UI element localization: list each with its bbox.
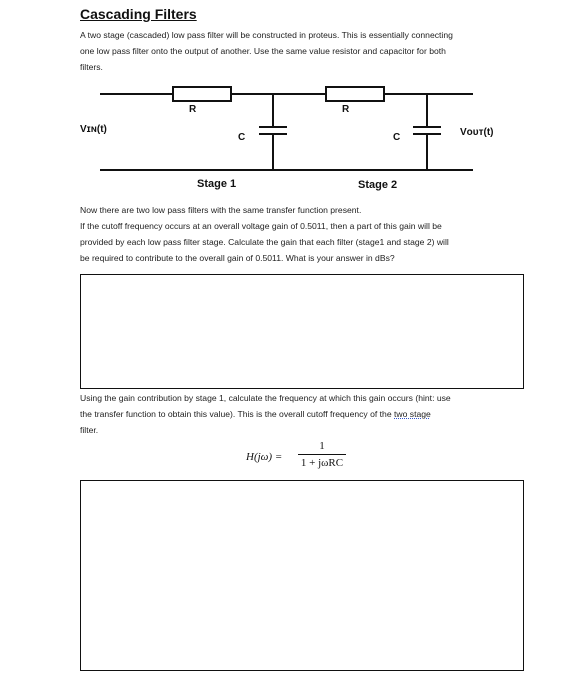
intro-line: A two stage (cascaded) low pass filter will be constructed in proteus. This is essentially connecting <box>80 30 453 40</box>
question-1-line: provided by each low pass filter stage. Calculate the gain that each filter (stage1 and stage 2) will <box>80 237 449 247</box>
capacitor-2-label: C <box>393 132 401 143</box>
circuit-diagram <box>0 0 582 200</box>
formula-fraction <box>298 440 346 469</box>
question-1-line: Now there are two low pass filters with the same transfer function present. <box>80 205 362 215</box>
answer-box-2[interactable] <box>80 480 524 671</box>
resistor-2-label: R <box>342 104 350 115</box>
formula-numerator: 1 <box>319 440 325 452</box>
question-2-line <box>80 406 520 422</box>
resistor-1-label: R <box>189 104 197 115</box>
vout-label: Vᴏᴜᴛ(t) <box>460 127 494 138</box>
fraction-bar <box>298 454 346 455</box>
question-2-text: the transfer function to obtain this value). This is the overall cutoff frequency of the <box>80 409 395 419</box>
stage-1-label: Stage 1 <box>197 178 237 190</box>
stage-2-label: Stage 2 <box>358 179 398 191</box>
question-2 <box>80 390 520 438</box>
question-1-line: If the cutoff frequency occurs at an overall voltage gain of 0.5011, then a part of this gain will be <box>80 221 442 231</box>
answer-box-1[interactable] <box>80 274 524 389</box>
vin-label: Vɪɴ(t) <box>80 124 107 135</box>
resistor-2 <box>326 87 384 101</box>
intro-line: one low pass filter onto the output of another. Use the same value resistor and capacitor for both <box>80 46 446 56</box>
question-2-line: filter. <box>80 425 99 435</box>
question-1 <box>80 202 520 266</box>
capacitor-1-label: C <box>238 132 246 143</box>
question-2-line: Using the gain contribution by stage 1, calculate the frequency at which this gain occurs (hint: use <box>80 393 451 403</box>
question-1-line: be required to contribute to the overall gain of 0.5011. What is your answer in dBs? <box>80 253 395 263</box>
intro-line: filters. <box>80 62 103 72</box>
resistor-1 <box>173 87 231 101</box>
formula-lhs: H(jω) = <box>246 451 283 463</box>
formula-denominator: 1 + jωRC <box>300 457 344 469</box>
two-stage-term: two stage <box>394 409 431 419</box>
page-title: Cascading Filters <box>80 6 197 22</box>
